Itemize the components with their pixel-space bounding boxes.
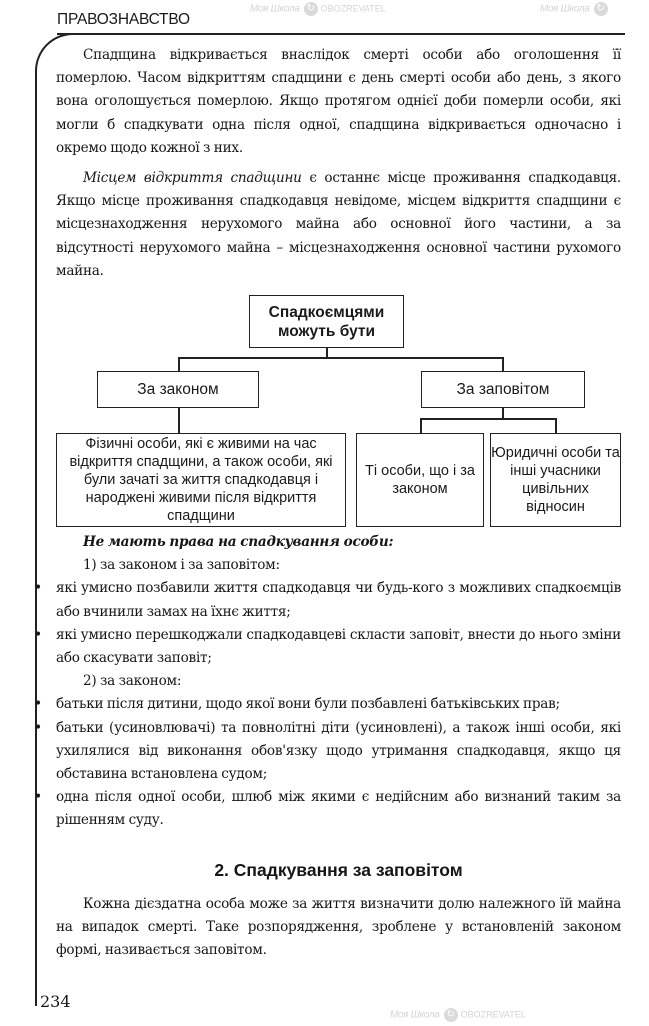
exclusions-group2-label: 2) за законом: — [83, 673, 182, 690]
connector-law-down — [178, 408, 180, 433]
bullet-icon: • — [34, 626, 42, 643]
page-number: 234 — [40, 992, 71, 1011]
list-item — [34, 786, 621, 832]
watermark-text: OBOZREVATEL — [460, 1009, 526, 1020]
watermark-text: Моя Школа — [250, 3, 300, 15]
paragraph-will-definition — [56, 893, 621, 963]
connector-horizontal-top — [178, 357, 503, 359]
diagram-root-box: Спадкоємцями можуть бути — [249, 295, 404, 348]
list-item-text: які умисно позбавили життя спадкодавця чи будь-кого з можливих спадкоємців або вчинили замах на їхнє життя; — [56, 580, 621, 620]
list-item — [34, 577, 621, 623]
watermark — [540, 2, 611, 16]
watermark — [250, 2, 386, 16]
paragraph-place-of-opening — [56, 167, 621, 283]
arrow-circle-icon: ↻ — [594, 2, 608, 16]
diagram-natural-persons-box: Фізичні особи, які є живими на час відкриття спадщини, а також особи, які були зачаті за життя спадкодавця і народжені живими після відкриття спадщини — [56, 433, 346, 527]
diagram-legal-entities-box: Юридичні особи та інші учасники цивільних відносин — [490, 433, 621, 527]
watermark-text: Моя Школа — [390, 1009, 440, 1021]
bullet-icon: • — [34, 789, 42, 806]
connector-to-will — [502, 357, 504, 371]
header-rule — [57, 33, 625, 35]
connector-to-same — [420, 418, 422, 433]
diagram-by-law-box: За законом — [97, 371, 259, 408]
list-item — [34, 717, 621, 787]
paragraph-text: Кожна дієздатна особа може за життя визначити долю належного їй майна на випадок смерті. Таке розпорядження, зроблене у встановленій законом формі, називається заповітом. — [56, 896, 621, 959]
bullet-icon: • — [34, 719, 42, 736]
list-item — [34, 693, 621, 716]
paragraph-text: Спадщина відкривається внаслідок смерті особи або оголошення її померлою. Часом відкриттям спадщини є день смерті особи або день, з якого вона оголошується померлою. Якщо протягом однієї доби померли особи, які могли б спадкувати одна після одної, спадщина відкривається одночасно і окремо щодо кожної з них. — [56, 47, 621, 156]
list-item-text: які умисно перешкоджали спадкодавцеві скласти заповіт, внести до нього зміни або скасувати заповіт; — [56, 626, 621, 667]
page-frame-left-rule — [35, 70, 37, 1006]
connector-horizontal-will — [420, 418, 556, 420]
list-item — [34, 624, 621, 670]
exclusions-title: Не мають права на спадкування особи: — [83, 534, 394, 550]
watermark — [390, 1008, 526, 1022]
watermark-text: OBOZREVATEL — [320, 3, 386, 14]
list-item-text: батьки (усиновлювачі) та повнолітні діти (усиновлені), а також інші особи, які ухилялися від виконання обов'язку щодо утримання спадкодавця, якщо ця обставина встановлена судом; — [56, 719, 621, 783]
bullet-icon: • — [34, 580, 42, 597]
paragraph-inheritance-opening — [56, 44, 621, 160]
bullet-icon: • — [34, 696, 42, 713]
connector-to-law — [178, 357, 180, 371]
paragraph-rest: є останнє місце проживання спадкодавця. Якщо місце проживання спадкодавця невідоме, місцем відкриття спадщини є місцезнаходження нерухомого майна або основної його частини, а за відсутності нерухомого майна – місцезнаходження основної частини рухомого майна. — [56, 170, 621, 279]
section-heading: 2. Спадкування за заповітом — [214, 860, 463, 880]
connector-to-legal — [555, 418, 557, 433]
exclusions-section — [34, 531, 621, 833]
list-item-text: батьки після дитини, щодо якої вони були позбавлені батьківських прав; — [56, 696, 560, 713]
term-italic: Місцем відкриття спадщини — [83, 170, 302, 186]
running-head-title: ПРАВОЗНАВСТВО — [57, 11, 190, 28]
arrow-circle-icon: ↻ — [304, 2, 318, 16]
diagram-by-will-box: За заповітом — [421, 371, 585, 408]
list-item-text: одна після одної особи, шлюб між якими є недійсним або визнаний таким за рішенням суду. — [56, 789, 621, 829]
arrow-circle-icon: ↻ — [444, 1008, 458, 1022]
diagram-same-persons-box: Ті особи, що і за законом — [356, 433, 484, 527]
watermark-text: Моя Школа — [540, 3, 590, 15]
heirs-diagram — [0, 287, 649, 527]
paragraph-text — [56, 167, 621, 283]
exclusions-group1-label: 1) за законом і за заповітом: — [83, 557, 280, 574]
